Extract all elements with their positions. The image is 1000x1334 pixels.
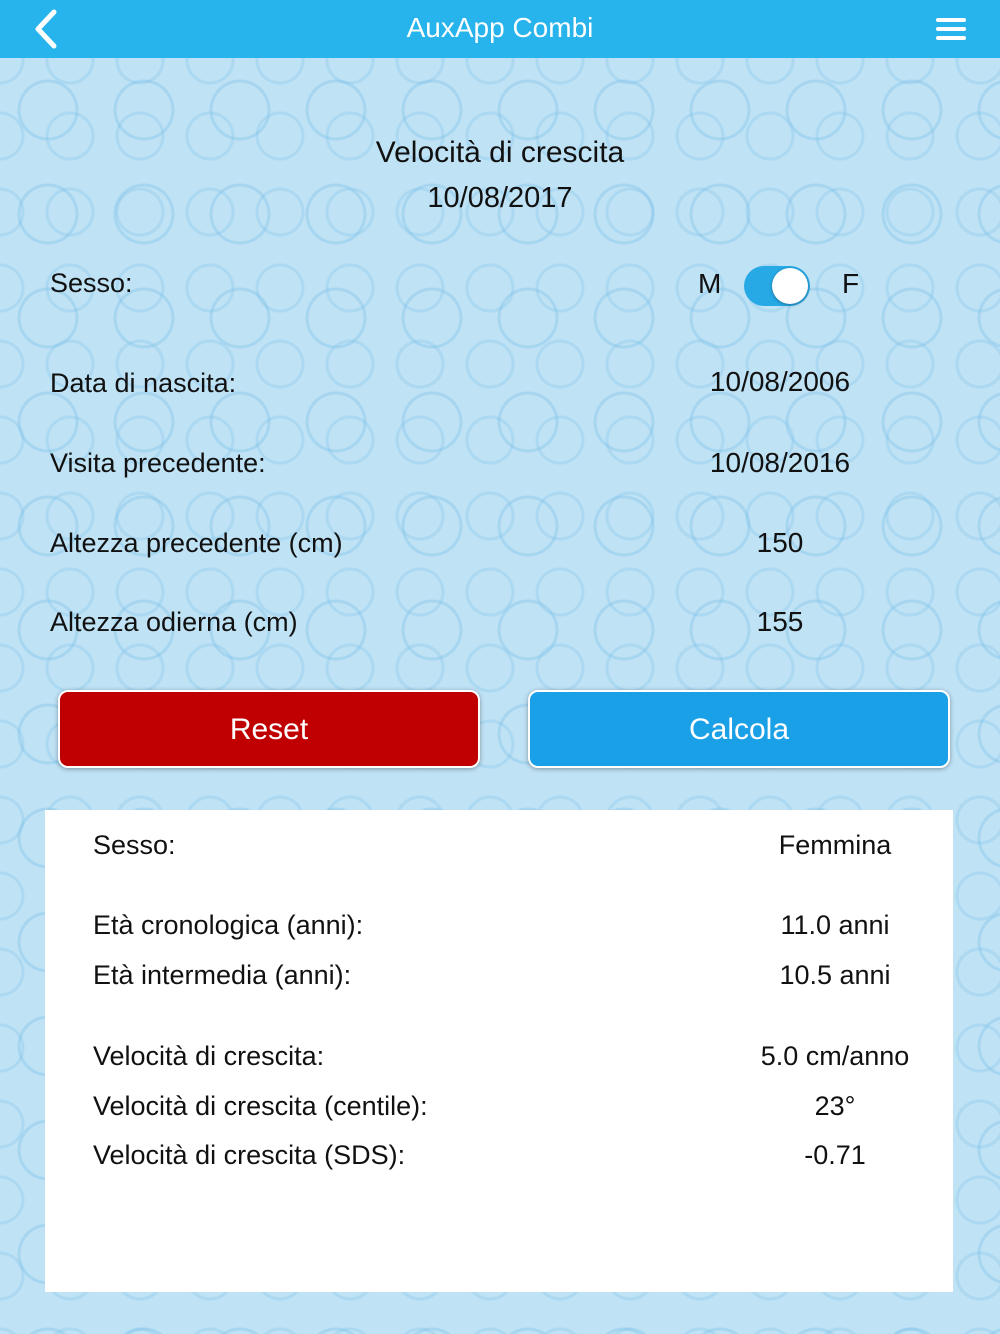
sex-option-m: M: [698, 268, 722, 299]
app-title: AuxApp Combi: [406, 12, 594, 43]
previous-height-label: Altezza precedente (cm): [50, 528, 343, 558]
birth-date-label: Data di nascita:: [50, 368, 237, 398]
page-title: Velocità di crescita: [375, 136, 625, 169]
previous-visit-field[interactable]: 10/08/2016: [709, 447, 851, 478]
hamburger-menu-icon: [932, 12, 972, 46]
result-intermediate-age-label: Età intermedia (anni):: [93, 960, 352, 990]
previous-height-field[interactable]: 150: [756, 527, 804, 558]
current-height-label: Altezza odierna (cm): [50, 607, 298, 637]
result-sex-value: Femmina: [778, 830, 892, 860]
result-chronological-age-value: 11.0 anni: [780, 910, 890, 940]
result-growth-velocity-value: 5.0 cm/anno: [760, 1041, 910, 1071]
results-panel: [45, 810, 953, 1292]
sex-label: Sesso:: [50, 268, 133, 298]
result-intermediate-age-value: 10.5 anni: [779, 960, 891, 990]
reset-button[interactable]: Reset: [58, 690, 480, 768]
navigation-bar: [0, 0, 1000, 58]
result-sex-label: Sesso:: [93, 830, 176, 860]
current-height-field[interactable]: 155: [756, 606, 804, 637]
result-growth-velocity-centile-label: Velocità di crescita (centile):: [93, 1091, 428, 1121]
result-growth-velocity-sds-value: -0.71: [804, 1140, 866, 1170]
result-growth-velocity-centile-value: 23°: [814, 1091, 856, 1121]
result-growth-velocity-sds-label: Velocità di crescita (SDS):: [93, 1140, 406, 1170]
result-growth-velocity-label: Velocità di crescita:: [93, 1041, 325, 1071]
calculate-button[interactable]: Calcola: [528, 690, 950, 768]
page-date: 10/08/2017: [427, 182, 573, 214]
menu-button[interactable]: [932, 12, 972, 46]
previous-visit-label: Visita precedente:: [50, 448, 266, 478]
birth-date-field[interactable]: 10/08/2006: [709, 366, 851, 397]
result-chronological-age-label: Età cronologica (anni):: [93, 910, 364, 940]
sex-toggle[interactable]: [744, 266, 810, 306]
toggle-knob: [772, 268, 808, 304]
sex-option-f: F: [842, 268, 860, 299]
